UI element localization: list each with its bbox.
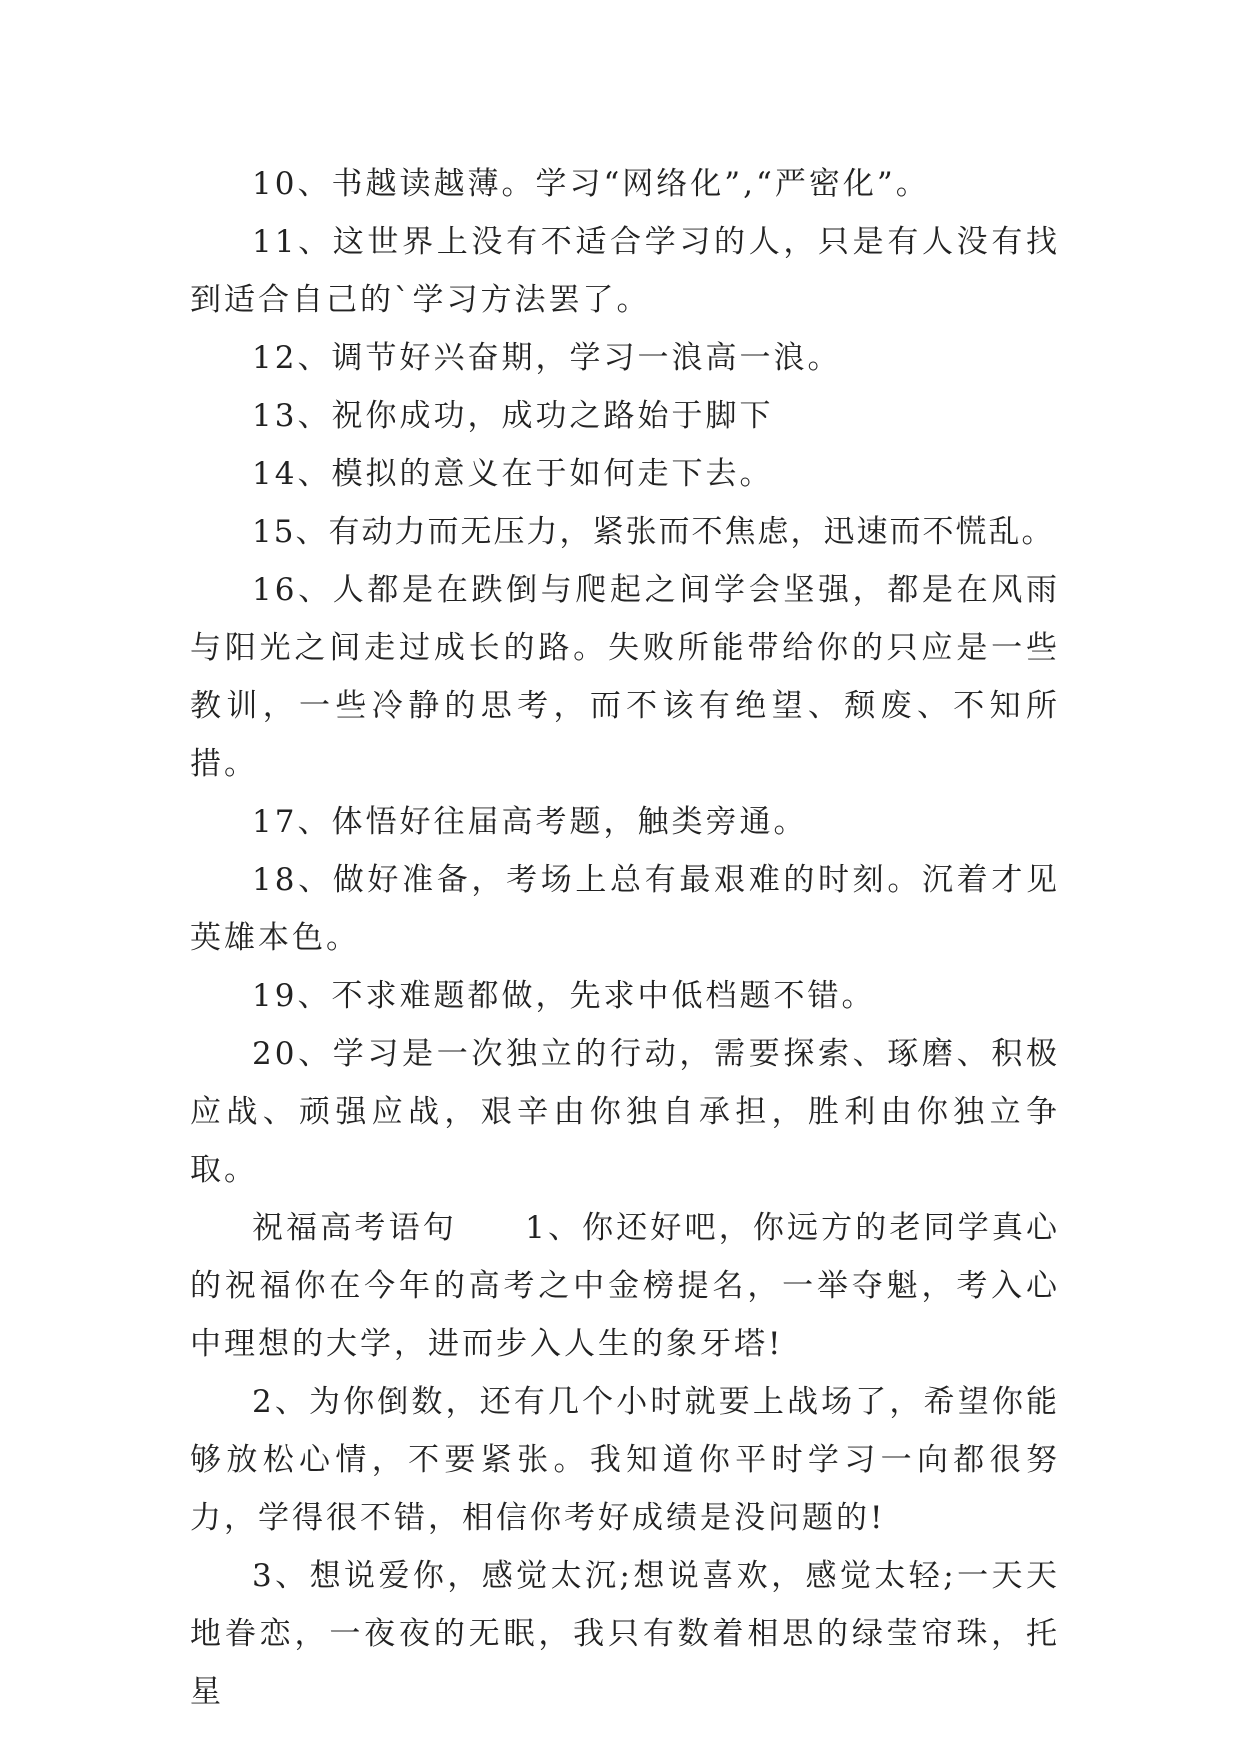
document-body [190,155,1060,1721]
paragraph-16: 16、人都是在跌倒与爬起之间学会坚强，都是在风雨与阳光之间走过成长的路。失败所能带给你的只应是一些教训，一些冷静的思考，而不该有绝望、颓废、不知所措。 [190,572,1060,782]
paragraph-blessing-2: 2、为你倒数，还有几个小时就要上战场了，希望你能够放松心情，不要紧张。我知道你平时学习一向都很努力，学得很不错，相信你考好成绩是没问题的! [190,1384,1060,1536]
paragraph-blessing-3: 3、想说爱你，感觉太沉;想说喜欢，感觉太轻;一天天地眷恋，一夜夜的无眠，我只有数着相思的绿莹帘珠，托星 [190,1558,1060,1710]
paragraph-blessing-1: 祝福高考语句 1、你还好吧，你远方的老同学真心的祝福你在今年的高考之中金榜提名，一举夺魁，考入心中理想的大学，进而步入人生的象牙塔! [190,1210,1060,1362]
paragraph-10: 10、书越读越薄。学习“网络化”,“严密化”。 [252,166,930,202]
paragraph-20: 20、学习是一次独立的行动，需要探索、琢磨、积极应战、顽强应战，艰辛由你独自承担，胜利由你独立争取。 [190,1036,1060,1188]
paragraph-14: 14、模拟的意义在于如何走下去。 [252,456,774,492]
paragraph-19: 19、不求难题都做，先求中低档题不错。 [252,978,876,1014]
paragraph-11: 11、这世界上没有不适合学习的人，只是有人没有找到适合自己的`学习方法罢了。 [190,224,1060,318]
paragraph-13: 13、祝你成功，成功之路始于脚下 [252,398,774,434]
paragraph-12: 12、调节好兴奋期，学习一浪高一浪。 [252,340,842,376]
paragraph-17: 17、体悟好往届高考题，触类旁通。 [252,804,808,840]
paragraph-18: 18、做好准备，考场上总有最艰难的时刻。沉着才见英雄本色。 [190,862,1060,956]
paragraph-15: 15、有动力而无压力，紧张而不焦虑，迅速而不慌乱。 [252,514,1055,550]
